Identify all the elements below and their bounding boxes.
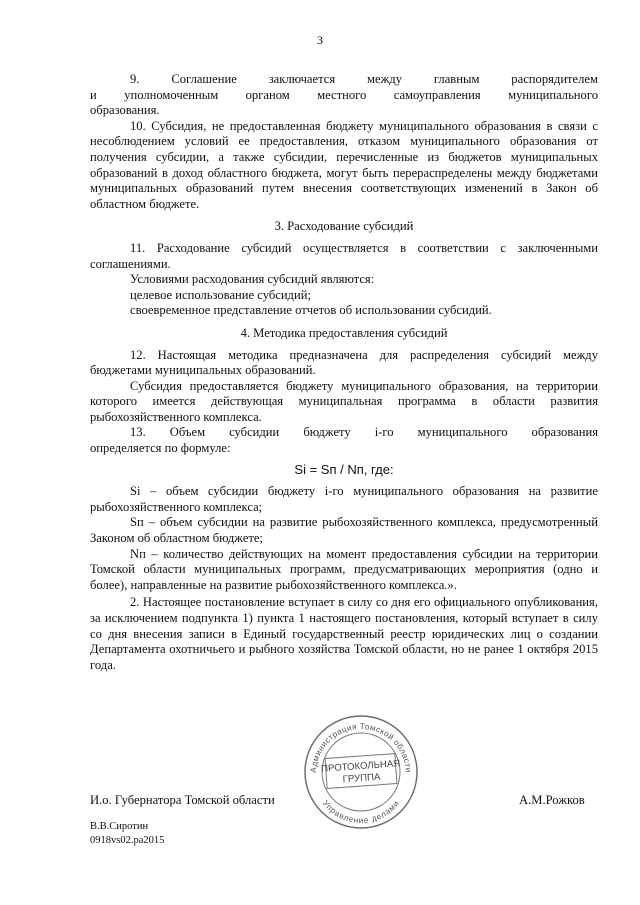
footer bbox=[90, 820, 164, 848]
condition-item: своевременное представление отчетов об использовании субсидий. bbox=[130, 303, 492, 318]
signatory-position: И.о. Губернатора Томской области bbox=[90, 793, 275, 807]
definition-sp: Sп – объем субсидии на развитие рыбохозяйственного комплекса, предусмотренный Законом об областном бюджете; bbox=[90, 515, 598, 546]
protocol-stamp bbox=[302, 712, 420, 832]
paragraph-9-line-3: образования. bbox=[90, 103, 160, 118]
paragraph-13-line-2: определяется по формуле: bbox=[90, 441, 231, 456]
document-code: 0918vs02.pa2015 bbox=[90, 835, 165, 846]
paragraph-11: 11. Расходование субсидий осуществляется в соответствии с заключенными соглашениями. bbox=[90, 240, 598, 271]
paragraph-13-line-1: 13. Объем субсидии бюджету i-го муниципального образования bbox=[130, 425, 598, 440]
formula: Si = Sп / Nп, где: bbox=[294, 461, 394, 477]
stamp-line-1: ПРОТОКОЛЬНАЯ bbox=[320, 758, 401, 775]
section-3-heading: 3. Расходование субсидий bbox=[274, 219, 414, 234]
page-number: 3 bbox=[317, 33, 323, 47]
conditions-intro: Условиями расходования субсидий являются: bbox=[130, 272, 375, 287]
paragraph-9-line-2: и уполномоченным органом местного самоуправления муниципального bbox=[90, 87, 598, 102]
paragraph-12b: Субсидия предоставляется бюджету муниципального образования, на территории которого имеется действующая муниципальная программа в области развития рыбохозяйственного комплекса. bbox=[90, 378, 598, 424]
paragraph-9-line-1: 9. Соглашение заключается между главным распорядителем bbox=[130, 72, 598, 86]
signatory-name: А.М.Рожков bbox=[519, 793, 585, 807]
author-name: В.В.Сиротин bbox=[90, 821, 149, 832]
definition-si: Si – объем субсидии бюджету i-го муниципального образования на развитие рыбохозяйственного комплекса; bbox=[90, 484, 598, 514]
condition-item: целевое использование субсидий; bbox=[130, 287, 311, 302]
stamp-ring-top-text: Администрация Томской области bbox=[308, 721, 414, 774]
stamp-line-2: ГРУППА bbox=[342, 771, 381, 786]
paragraph-10: 10. Субсидия, не предоставленная бюджету муниципального образования в связи с несоблюдением условий ее предоставления, отказом муниципального образования от получения субсидии, а также субсидии, перечисленные из бюджетов муниципальных образований в доход областного бюджета, могут быть перераспределены между бюджетами муниципальных образований путем внесения соответствующих изменений в Закон об областном бюджете. bbox=[90, 118, 598, 211]
paragraph-12: 12. Настоящая методика предназначена для распределения субсидий между бюджетами муниципальных образований. bbox=[90, 347, 598, 378]
section-4-heading: 4. Методика предоставления субсидий bbox=[240, 325, 448, 340]
definition-np: Nп – количество действующих на момент предоставления субсидии на территории Томской области муниципальных программ, предусматривающих мероприятия (одно и более), направленные на развитие рыбохозяйственного комплекса.». bbox=[90, 546, 598, 592]
paragraph-2: 2. Настоящее постановление вступает в силу со дня его официального опубликования, за исключением подпункта 1) пункта 1 настоящего постановления, который вступает в силу со дня внесения записи в Единый государственный реестр юридических лиц о создании Департамента охотничьего и рыбного хозяйства Томской области, но не ранее 1 октября 2015 года. bbox=[90, 595, 598, 672]
stamp-ring-bottom-text: Управление делами bbox=[320, 798, 402, 826]
document-body bbox=[90, 72, 598, 673]
